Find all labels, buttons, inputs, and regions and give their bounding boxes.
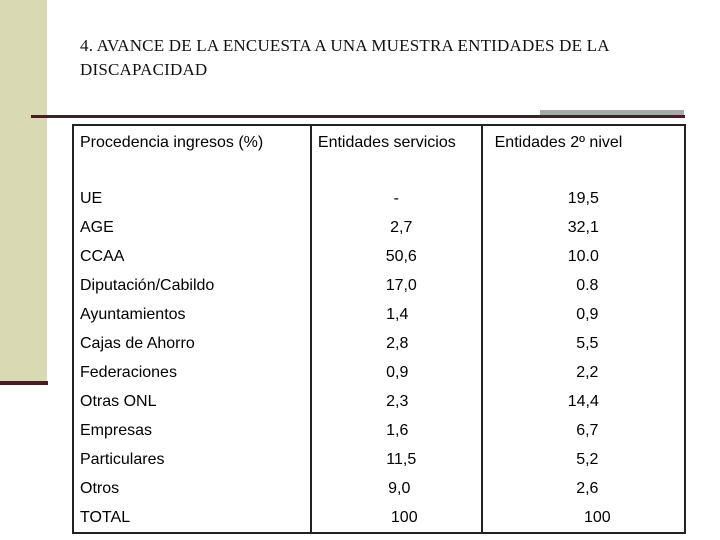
value-entidades-segundo-nivel: 19,5 bbox=[482, 184, 685, 213]
table-row bbox=[73, 271, 685, 300]
value-entidades-servicios: 1,4 bbox=[311, 300, 482, 329]
header-entidades-segundo-nivel: Entidades 2º nivel bbox=[482, 125, 685, 184]
row-label: CCAA bbox=[80, 248, 125, 265]
decorative-side-bar-underline bbox=[0, 381, 48, 385]
row-label: Diputación/Cabildo bbox=[80, 277, 215, 294]
value-entidades-segundo-nivel: 14,4 bbox=[482, 387, 685, 416]
table-row bbox=[73, 329, 685, 358]
row-label: Federaciones bbox=[80, 364, 177, 381]
value-entidades-servicios: 2,8 bbox=[311, 329, 482, 358]
decorative-side-bar bbox=[0, 0, 47, 383]
value-entidades-segundo-nivel: 5,2 bbox=[482, 445, 685, 474]
income-source-table bbox=[72, 124, 686, 534]
table-row bbox=[73, 184, 685, 213]
row-label: UE bbox=[80, 190, 103, 207]
value-entidades-servicios: 1,6 bbox=[311, 416, 482, 445]
value-entidades-servicios: 2,3 bbox=[311, 387, 482, 416]
table-row bbox=[73, 474, 685, 503]
row-label: Empresas bbox=[80, 422, 153, 439]
value-entidades-servicios: 0,9 bbox=[311, 358, 482, 387]
row-label: AGE bbox=[80, 219, 114, 236]
slide-title: 4. AVANCE DE LA ENCUESTA A UNA MUESTRA ENTIDADES DE LA DISCAPACIDAD bbox=[80, 36, 609, 79]
table-row bbox=[73, 503, 685, 533]
row-label: Particulares bbox=[80, 451, 165, 468]
row-label: Otras ONL bbox=[80, 393, 157, 410]
value-entidades-segundo-nivel: 32,1 bbox=[482, 213, 685, 242]
value-entidades-segundo-nivel: 0.8 bbox=[482, 271, 685, 300]
table-row bbox=[73, 213, 685, 242]
table-row bbox=[73, 242, 685, 271]
table-row bbox=[73, 358, 685, 387]
value-entidades-servicios: 100 bbox=[311, 503, 482, 533]
value-entidades-servicios: 50,6 bbox=[311, 242, 482, 271]
value-entidades-segundo-nivel: 0,9 bbox=[482, 300, 685, 329]
value-entidades-segundo-nivel: 2,2 bbox=[482, 358, 685, 387]
row-label: Otros bbox=[80, 480, 120, 497]
value-entidades-servicios: 9,0 bbox=[311, 474, 482, 503]
table-row bbox=[73, 416, 685, 445]
value-entidades-segundo-nivel: 6,7 bbox=[482, 416, 685, 445]
decorative-title-rule bbox=[31, 115, 685, 118]
table-row bbox=[73, 387, 685, 416]
table-row bbox=[73, 300, 685, 329]
value-entidades-segundo-nivel: 100 bbox=[482, 503, 685, 533]
table-row bbox=[73, 445, 685, 474]
value-entidades-segundo-nivel: 10.0 bbox=[482, 242, 685, 271]
header-entidades-servicios: Entidades servicios bbox=[311, 125, 482, 184]
value-entidades-servicios: - bbox=[311, 184, 482, 213]
header-procedencia: Procedencia ingresos (%) bbox=[80, 134, 264, 151]
value-entidades-servicios: 11,5 bbox=[311, 445, 482, 474]
table-header-row bbox=[73, 125, 685, 184]
value-entidades-segundo-nivel: 2,6 bbox=[482, 474, 685, 503]
row-label: Cajas de Ahorro bbox=[80, 335, 195, 352]
value-entidades-segundo-nivel: 5,5 bbox=[482, 329, 685, 358]
value-entidades-servicios: 2,7 bbox=[311, 213, 482, 242]
row-label: TOTAL bbox=[80, 509, 131, 526]
value-entidades-servicios: 17,0 bbox=[311, 271, 482, 300]
row-label: Ayuntamientos bbox=[80, 306, 186, 323]
